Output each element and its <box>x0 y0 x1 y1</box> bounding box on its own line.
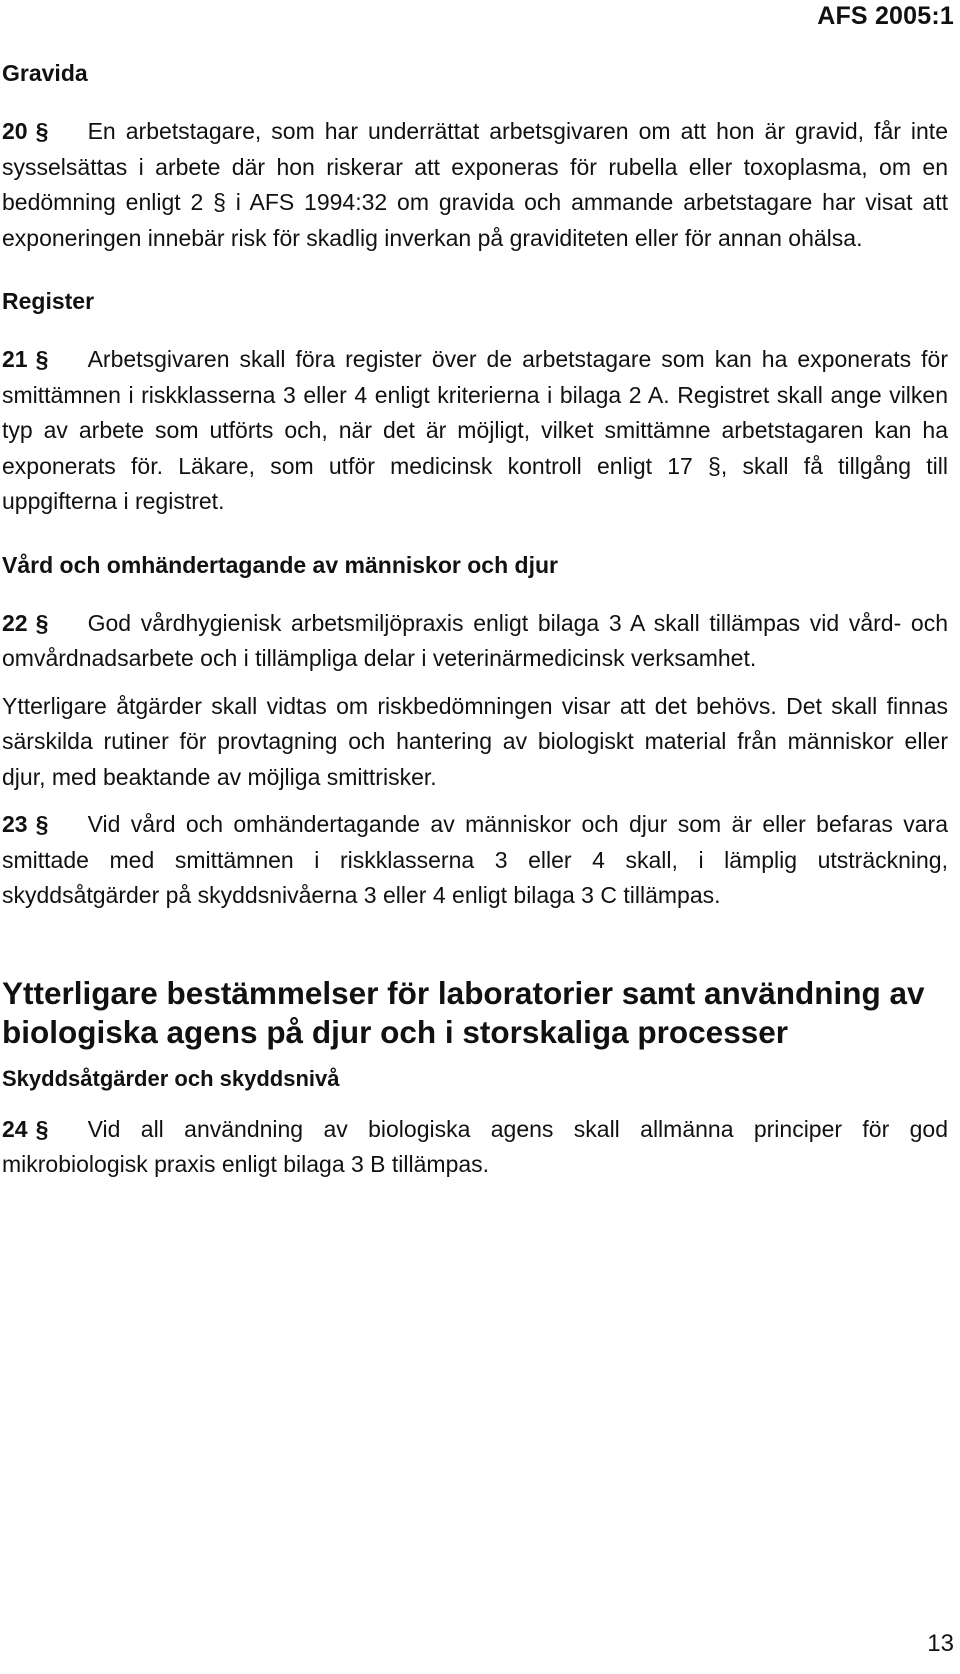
subheading: Skyddsåtgärder och skyddsnivå <box>2 1065 340 1091</box>
paragraph-text: Vid vård och omhändertagande av människor och djur som är eller befaras vara smittade med smittämnen i riskklasserna 3 eller 4 skall, i lämplig utsträckning, skyddsåtgärder på skyddsnivåerna 3 eller 4 enligt bilaga 3 C tillämpas. <box>2 811 948 908</box>
section-sign: § <box>35 811 49 837</box>
section-heading: Gravida <box>2 60 88 86</box>
section-heading: Vård och omhändertagande av människor och djur <box>2 551 558 578</box>
section-heading: Register <box>2 288 95 314</box>
section-sign: § <box>35 609 49 636</box>
paragraph-21 <box>2 342 948 520</box>
section-vard <box>2 550 948 914</box>
paragraph-number: 21 <box>2 346 28 372</box>
running-header-doc-code: AFS 2005:1 <box>817 2 954 30</box>
section-sign: § <box>35 118 49 144</box>
section-sign: § <box>35 1115 49 1142</box>
paragraph-22-continued <box>2 689 948 796</box>
paragraph-number: 23 <box>2 811 28 837</box>
paragraph-23 <box>2 807 948 914</box>
section-gravida <box>2 58 948 256</box>
paragraph-20 <box>2 114 948 256</box>
section-sign: § <box>35 346 49 372</box>
paragraph-number: 22 <box>2 609 28 636</box>
paragraph-24 <box>2 1112 948 1183</box>
paragraph-text: En arbetstagare, som har underrättat arbetsgivaren om att hon är gravid, får inte sysselsättas i arbete där hon riskerar att exponeras för rubella eller toxoplasma, om en bedömning enligt 2 § i AFS 1994:32 om gravida och ammande arbetstagare har visat att exponeringen innebär risk för skadlig inverkan på graviditeten eller för annan ohälsa. <box>2 118 948 251</box>
document-body <box>2 58 948 1195</box>
paragraph-number: 20 <box>2 118 28 144</box>
paragraph-number: 24 <box>2 1115 28 1142</box>
section-register <box>2 286 948 520</box>
page-number: 13 <box>927 1630 954 1657</box>
paragraph-text: God vårdhygienisk arbetsmiljöpraxis enligt bilaga 3 A skall tillämpas vid vård- och omvårdnadsarbete och i tillämpliga delar i veterinärmedicinsk verksamhet. <box>2 609 948 671</box>
paragraph-22 <box>2 606 948 677</box>
chapter-title: Ytterligare bestämmelser för laboratorier samt användning av biologiska agens på djur och i storskaliga processer <box>2 974 925 1050</box>
paragraph-text: Ytterligare åtgärder skall vidtas om riskbedömningen visar att det behövs. Det skall finnas särskilda rutiner för provtagning och hantering av biologiskt material från människor eller djur, med beaktande av möjliga smittrisker. <box>2 692 948 790</box>
paragraph-text: Arbetsgivaren skall föra register över de arbetstagare som kan ha exponerats för smittämnen i riskklasserna 3 eller 4 enligt kriterierna i bilaga 2 A. Registret skall ange vilken typ av arbete som utförts och, när det är möjligt, vilket smittämne arbetstagaren kan ha exponerats för. Läkare, som utför medicinsk kontroll enligt 17 §, skall få tillgång till uppgifterna i registret. <box>2 346 948 514</box>
paragraph-text: Vid all användning av biologiska agens skall allmänna principer för god mikrobiologisk praxis enligt bilaga 3 B tillämpas. <box>2 1115 948 1177</box>
